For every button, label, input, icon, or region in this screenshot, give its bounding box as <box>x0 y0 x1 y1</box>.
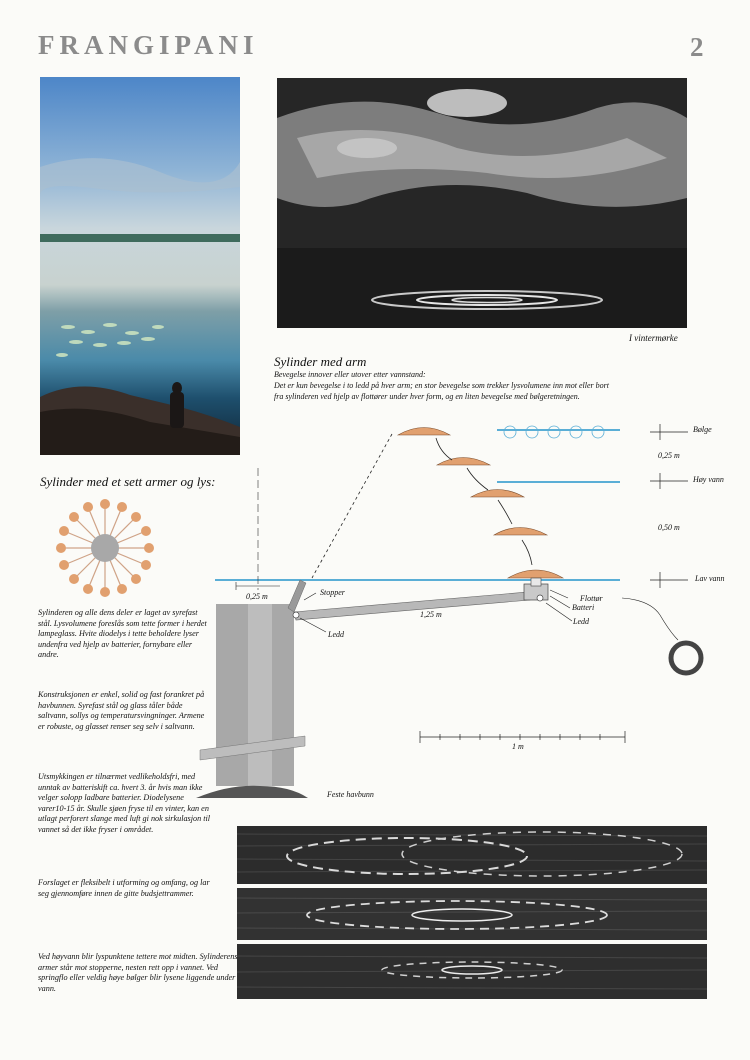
left-paragraph-2: Konstruksjonen er enkel, solid og fast forankret på havbunnen. Syrefast stål og glass tåler både saltvann, sollys og temperatursvingninger. Armene er robuste, og glasset renser seg selv i saltvann. <box>38 690 205 731</box>
label-feste: Feste havbunn <box>327 790 374 799</box>
left-heading: Sylinder med et sett armer og lys: <box>40 474 216 489</box>
label-flottor: Flottør <box>580 594 603 603</box>
section-line-1: Bevegelse innover eller utover etter vannstand: <box>274 370 426 379</box>
left-paragraph-1: Sylinderen og alle dens deler er laget av syrefast stål. Lysvolumene foreslås som tette former i herdet lampeglass. Hvite diodelys i tette beholdere lyser undenfra ved hjelp av batterier, fornybare eller andre. <box>38 608 207 660</box>
water-photo-2 <box>237 888 707 940</box>
section-line-2: Det er kun bevegelse i to ledd på hver arm; en stor bevegelse som trekker lysvolumene inn mot eller bort <box>274 381 609 390</box>
water-photo-3 <box>237 944 707 999</box>
label-dim-050: 0,50 m <box>658 523 680 532</box>
left-paragraph-5: Ved høyvann blir lyspunktene tettere mot midten. Sylinderens armer står mot stopperne, nesten rett opp i vannet. Ved springflo eller veldig høye bølger blir lysene liggende under vann. <box>38 952 238 993</box>
label-scale: 1 m <box>512 742 524 751</box>
label-ledd-right: Ledd <box>573 617 589 626</box>
label-dim-025-top: 0,25 m <box>658 451 680 460</box>
left-paragraph-3: Utsmykkingen er tilnærmet vedlikeholdsfri, med unntak av batteriskift ca. hvert 3. år hvis man ikke velger solopp ladbare batterier. Diodelysene varer10-15 år. Skulle sjøen fryse til en vinter, kan en utlagt perforert slange med luft gi nok sirkulasjon til vannet så det ikke fryser i området. <box>38 772 211 834</box>
label-dim-025-left: 0,25 m <box>246 592 268 601</box>
label-bolge: Bølge <box>693 425 712 434</box>
section-heading-arm: Sylinder med arm <box>274 354 367 369</box>
label-ledd-left: Ledd <box>328 630 344 639</box>
page-title: FRANGIPANI <box>38 30 259 60</box>
winter-photo-caption: I vintermørke <box>629 333 678 343</box>
label-batteri: Batteri <box>572 603 595 612</box>
water-photo-1 <box>237 826 707 884</box>
cylinder-arms-icon <box>40 498 170 598</box>
left-paragraph-4: Forslaget er fleksibelt i utforming og omfang, og lar seg gjennomføre innen de gitte budsjettrammer. <box>38 878 210 898</box>
label-stopper: Stopper <box>320 588 345 597</box>
label-hoy-vann: Høy vann <box>693 475 724 484</box>
section-line-3: fra sylinderen ved hjelp av flottører under hver form, og en liten bevegelse med bølgeretningen. <box>274 392 580 401</box>
label-lav-vann: Lav vann <box>695 574 725 583</box>
page-number: 2 <box>690 32 704 62</box>
label-arm-length: 1,25 m <box>420 610 442 619</box>
